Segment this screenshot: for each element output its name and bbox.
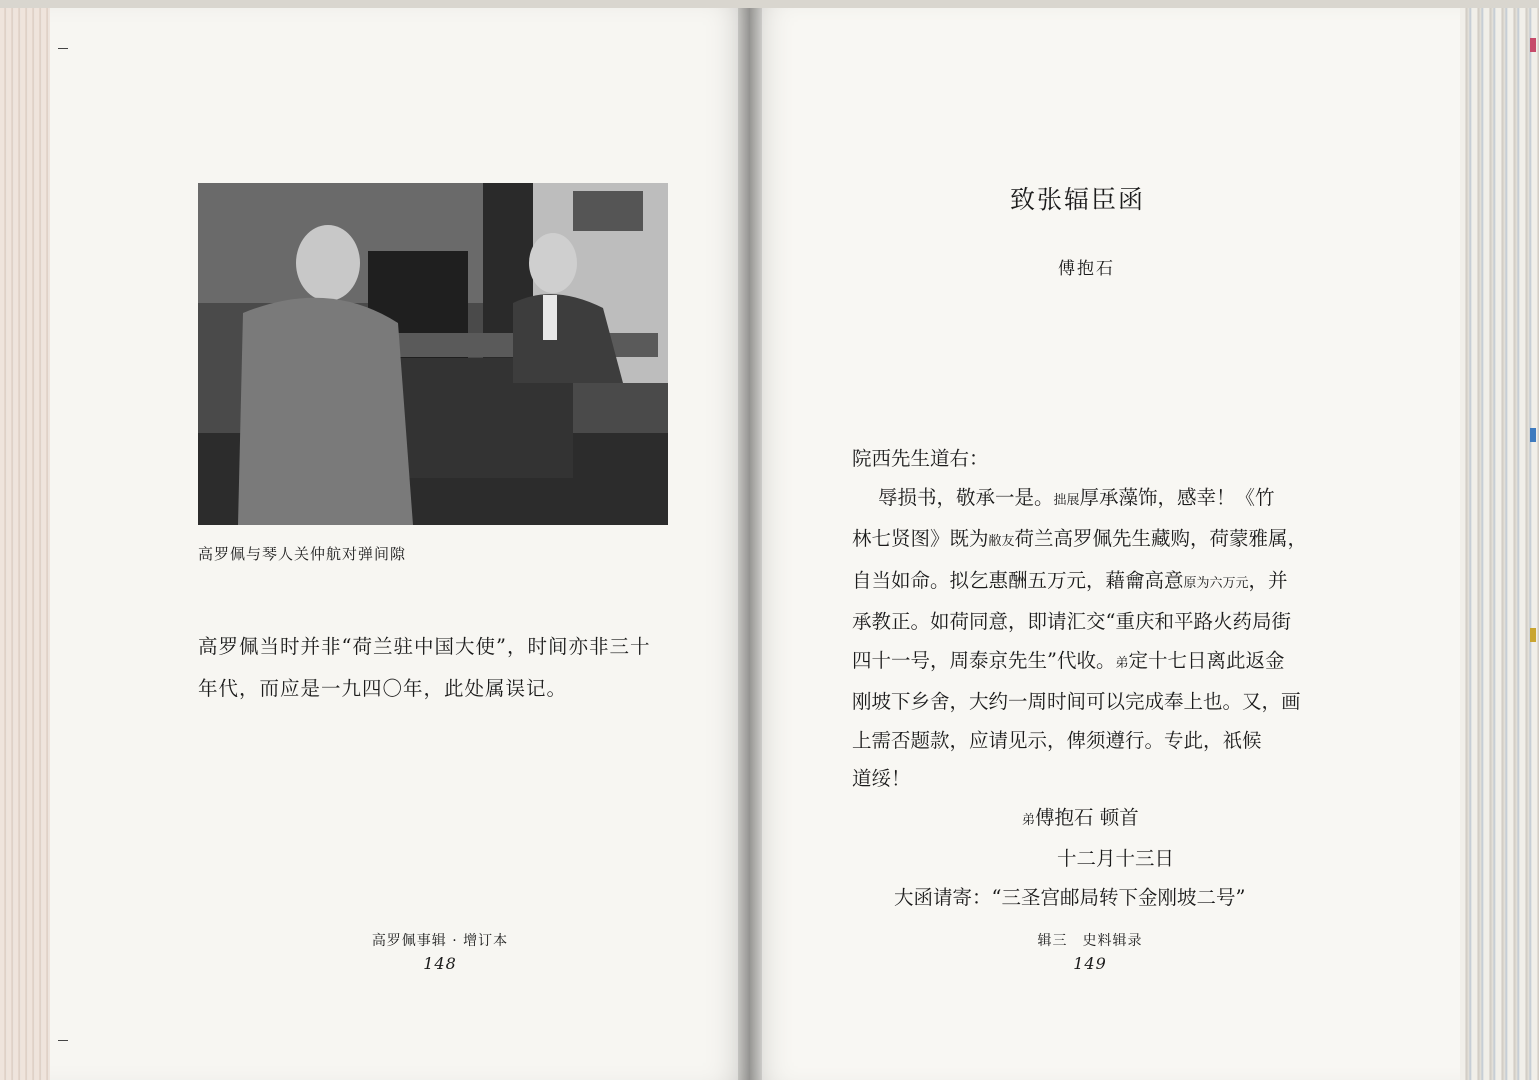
page-number: 148 xyxy=(423,954,457,973)
text-run: 厚承藻饰，感幸！《竹 xyxy=(1079,485,1275,509)
edge-mark xyxy=(1530,38,1536,52)
text-line: 年代，而应是一九四〇年，此处属误记。 xyxy=(198,677,568,700)
letter-line: 上需否题款，应请见示，俾须遵行。专此，祇候 xyxy=(852,728,1262,752)
small-note: 拙展 xyxy=(1053,492,1080,508)
letter-line xyxy=(852,520,1330,562)
salutation: 院西先生道右： xyxy=(852,447,989,470)
small-note: 弟 xyxy=(1022,812,1036,828)
right-page-edges xyxy=(1460,8,1539,1080)
letter-line xyxy=(852,642,1330,684)
book-gutter xyxy=(738,8,762,1080)
letter-line: 道绥！ xyxy=(852,767,911,790)
left-footer xyxy=(330,930,550,973)
corner-tick xyxy=(58,1040,68,1041)
page-number: 149 xyxy=(1073,954,1107,973)
letter-line: 刚坡下乡舍，大约一周时间可以完成奉上也。又，画 xyxy=(852,690,1301,713)
text-run: 四十一号，周泰京先生”代收。 xyxy=(852,648,1116,672)
letter-line xyxy=(852,562,1330,604)
small-note: 原为六万元 xyxy=(1183,575,1249,591)
historical-photo xyxy=(198,183,668,525)
letter-body xyxy=(852,440,1330,917)
text-run: 定十七日离此返金 xyxy=(1128,648,1285,672)
running-title: 高罗佩事辑 · 增订本 xyxy=(371,933,509,949)
text-run: 自当如命。拟乞惠酬五万元，藉龠高意 xyxy=(852,568,1184,592)
left-body-text xyxy=(198,626,678,710)
signature: 傅抱石 顿首 xyxy=(1035,805,1139,829)
letter-author: 傅抱石 xyxy=(1058,259,1115,279)
right-footer xyxy=(980,930,1200,973)
text-line: 高罗佩当时并非“荷兰驻中国大使”，时间亦非三十 xyxy=(198,635,651,658)
photo-illustration xyxy=(198,183,668,525)
corner-tick xyxy=(58,48,68,49)
edge-mark xyxy=(1530,428,1536,442)
address-line: 大函请寄：“三圣宫邮局转下金刚坡二号” xyxy=(894,885,1246,909)
photo-caption: 高罗佩与琴人关仲航对弹间隙 xyxy=(198,545,407,563)
letter-title: 致张辐臣函 xyxy=(1010,185,1146,214)
letter-line: 承教正。如荷同意，即请汇交“重庆和平路火药局街 xyxy=(852,610,1291,633)
text-run: 辱损书，敬承一是。 xyxy=(878,485,1054,509)
text-run: ，并 xyxy=(1248,568,1288,592)
edge-mark xyxy=(1530,628,1536,642)
text-run: 林七贤图》既为 xyxy=(852,527,989,550)
small-note: 弟 xyxy=(1115,655,1129,671)
date-line: 十二月十三日 xyxy=(1057,847,1175,870)
signature-line xyxy=(852,799,1330,841)
letter-line xyxy=(852,479,1330,521)
small-note: 敝友 xyxy=(988,534,1015,549)
text-run: 荷兰高罗佩先生藏购，荷蒙雅属， xyxy=(1014,527,1308,550)
running-title: 辑三 史料辑录 xyxy=(1037,933,1143,949)
